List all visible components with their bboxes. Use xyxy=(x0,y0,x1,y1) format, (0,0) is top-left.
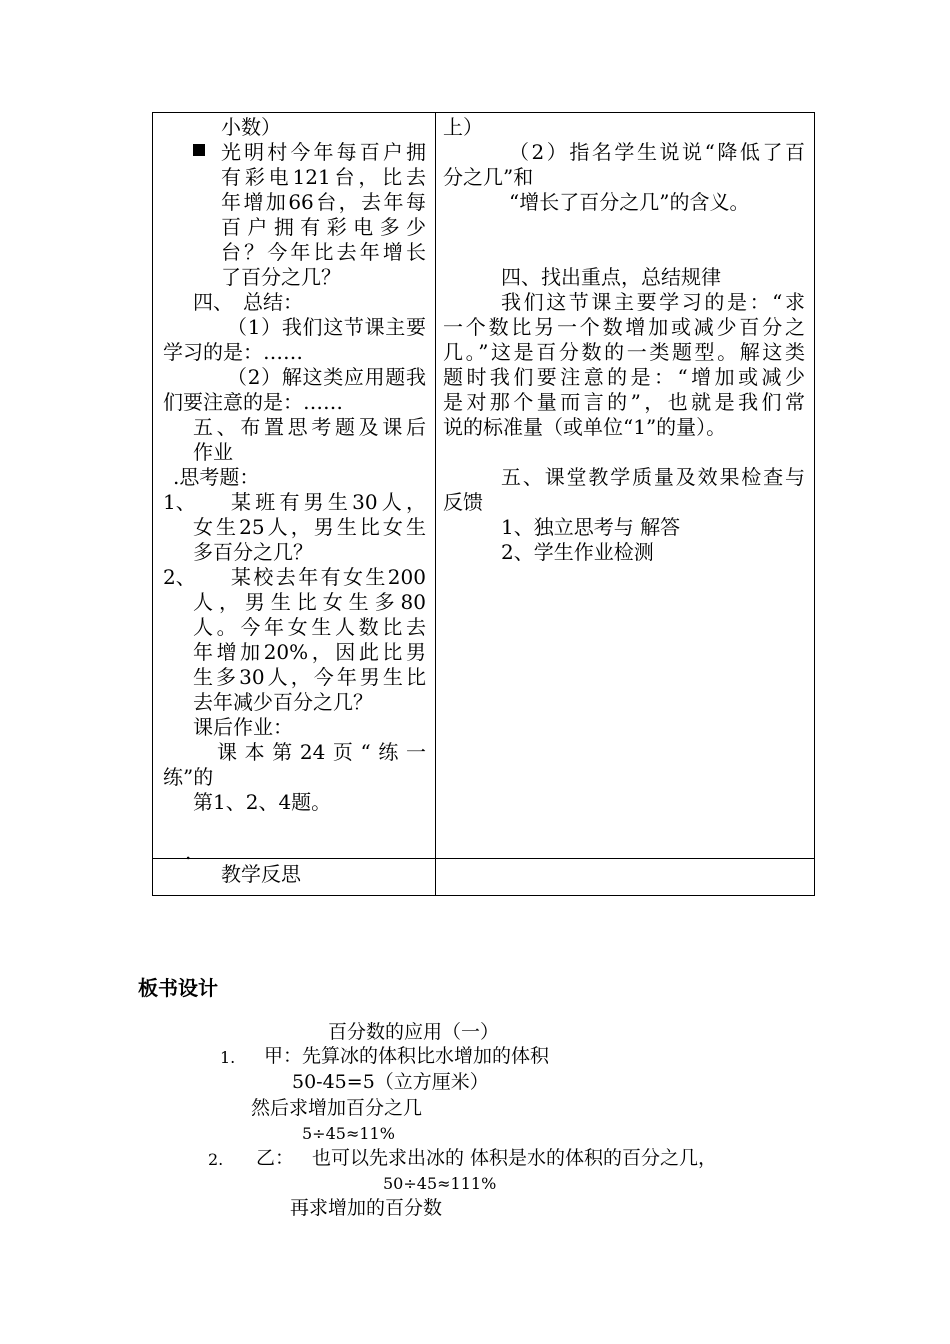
left-line: 生多30人，今年男生比 xyxy=(193,665,426,689)
board-title: 百分数的应用（一） xyxy=(328,1021,500,1043)
right-line: 上） xyxy=(443,115,483,139)
left-line: 女生25人，男生比女生 xyxy=(193,515,426,539)
section-heading: 五、课堂教学质量及效果检查与 xyxy=(501,465,805,489)
right-line: 分之几”和 xyxy=(443,165,534,189)
left-line: 作业 xyxy=(193,440,233,464)
board-line: 乙： xyxy=(256,1147,295,1169)
left-line: 课本第24页“练一 xyxy=(217,740,426,764)
right-line: 2、学生作业检测 xyxy=(501,540,654,564)
left-line: 人，男生比女生多80 xyxy=(193,590,426,614)
right-line: 反馈 xyxy=(443,490,483,514)
section-heading: 四、 总结： xyxy=(193,290,303,314)
left-line: 课后作业： xyxy=(193,715,293,739)
lesson-table xyxy=(152,112,815,896)
right-line: 是对那个量而言的”，也就是我们常 xyxy=(443,390,805,414)
left-line: 某班有男生30人， xyxy=(231,490,426,514)
left-line: 某校去年有女生200 xyxy=(231,565,426,589)
board-line: 50-45=5（立方厘米） xyxy=(292,1071,489,1093)
left-line: .思考题： xyxy=(173,465,260,489)
list-number: 2、 xyxy=(163,565,196,589)
left-line: 多百分之几？ xyxy=(193,540,313,564)
section-heading: 五、布置思考题及课后 xyxy=(193,415,426,439)
left-line: 了百分之几？ xyxy=(221,265,341,289)
list-number: 1、 xyxy=(163,490,196,514)
right-line: 一个数比另一个数增加或减少百分之 xyxy=(443,315,805,339)
right-line: 几。”这是百分数的一类题型。解这类 xyxy=(443,340,805,364)
right-line: 题时我们要注意的是：“增加或减少 xyxy=(443,365,805,389)
section-heading: 四、找出重点，总结规律 xyxy=(501,265,721,289)
left-line: 光明村今年每百户拥 xyxy=(221,140,426,164)
left-line: . xyxy=(185,840,192,864)
board-line: 也可以先求出冰的 体积是水的体积的百分之几， xyxy=(312,1147,718,1169)
board-line: 5÷45≈11% xyxy=(302,1124,395,1143)
board-line: 再求增加的百分数 xyxy=(290,1197,443,1219)
left-line: 去年减少百分之几？ xyxy=(193,690,373,714)
board-list-number: 2. xyxy=(208,1150,224,1169)
left-line: （1）我们这节课主要 xyxy=(227,315,426,339)
left-line: 有彩电121台，比去 xyxy=(221,165,426,189)
left-line: 台？今年比去年增长 xyxy=(221,240,426,264)
left-line: 年增加20%，因此比男 xyxy=(193,640,426,664)
bullet-square-icon xyxy=(193,144,205,156)
right-line: “增长了百分之几”的含义。 xyxy=(509,190,750,214)
left-line: 人。今年女生人数比去 xyxy=(193,615,426,639)
left-line: （2）解这类应用题我 xyxy=(227,365,426,389)
left-line: 练”的 xyxy=(163,765,214,789)
board-design-heading: 板书设计 xyxy=(138,976,218,1000)
left-line: 年增加66台，去年每 xyxy=(221,190,426,214)
left-line: 小数） xyxy=(221,115,281,139)
column-divider xyxy=(435,113,436,895)
right-line: 1、独立思考与 解答 xyxy=(501,515,681,539)
board-list-number: 1. xyxy=(220,1048,236,1067)
row-divider xyxy=(153,858,814,859)
reflection-label: 教学反思 xyxy=(221,862,301,886)
board-line: 然后求增加百分之几 xyxy=(251,1097,423,1119)
left-line: 们要注意的是：…… xyxy=(163,390,343,414)
left-line: 学习的是：…… xyxy=(163,340,303,364)
board-line: 甲：先算冰的体积比水增加的体积 xyxy=(264,1045,550,1067)
board-line: 50÷45≈111% xyxy=(383,1174,497,1193)
right-line: 我们这节课主要学习的是：“求 xyxy=(501,290,805,314)
left-line: 第1、2、4题。 xyxy=(193,790,332,814)
right-line: 说的标准量（或单位“1”的量）。 xyxy=(443,415,727,439)
left-line: 百户拥有彩电多少 xyxy=(221,215,426,239)
right-line: （2）指名学生说说“降低了百 xyxy=(509,140,805,164)
